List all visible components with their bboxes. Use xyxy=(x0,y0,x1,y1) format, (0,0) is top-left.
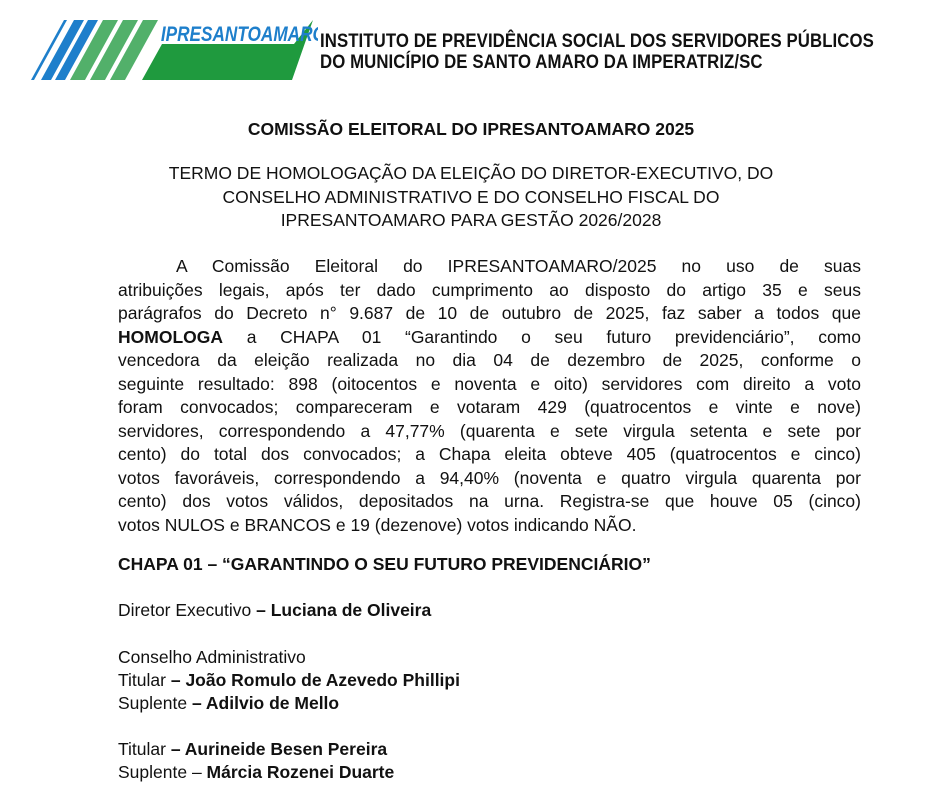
role-dash: – xyxy=(170,739,185,759)
role-label: Suplente – xyxy=(118,762,207,782)
document-subtitle xyxy=(0,162,942,233)
role-label: Suplente xyxy=(118,693,192,713)
institute-logo xyxy=(28,16,318,82)
paragraph-line: cento) dos votos válidos, depositados na urna. Registra-se que houve 05 (cinco) xyxy=(118,491,861,511)
member-row xyxy=(118,692,339,715)
homologa-keyword: HOMOLOGA xyxy=(118,326,223,347)
organization-name xyxy=(320,31,874,73)
paragraph-line: HOMOLOGA a CHAPA 01 “Garantindo o seu futuro previdenciário”, como xyxy=(118,326,861,347)
subtitle-line: TERMO DE HOMOLOGAÇÃO DA ELEIÇÃO DO DIRETOR-EXECUTIVO, DO xyxy=(168,163,774,183)
logo-stripes-icon xyxy=(28,16,318,82)
role-label: Titular xyxy=(118,739,171,759)
paragraph-line: foram convocados; compareceram e votaram 429 (quatrocentos e vinte e nove) xyxy=(118,397,861,417)
role-dash: – xyxy=(256,600,271,620)
paragraph-line: votos favoráveis, correspondendo a 94,40% (noventa e quatro virgula quarenta por xyxy=(118,467,861,488)
chapa-heading: CHAPA 01 – “GARANTINDO O SEU FUTURO PREVIDENCIÁRIO” xyxy=(118,554,651,574)
role-dash: – xyxy=(170,670,186,690)
member-row xyxy=(118,761,394,784)
member-name: Aurineide Besen Pereira xyxy=(184,739,388,759)
member-name: João Romulo de Azevedo Phillipi xyxy=(185,670,460,690)
role-label: Diretor Executivo xyxy=(118,600,257,620)
diretor-executivo-row xyxy=(118,599,431,622)
member-name: Luciana de Oliveira xyxy=(270,600,432,620)
paragraph-line: votos NULOS e BRANCOS e 19 (dezenove) votos indicando NÃO. xyxy=(118,514,637,535)
paragraph-line: atribuições legais, após ter dado cumprimento ao disposto do artigo 35 e seus xyxy=(118,279,861,300)
role-label: Titular xyxy=(118,670,171,690)
paragraph-line: cento) do total dos convocados; a Chapa eleita obteve 405 (quatrocentos e cinco) xyxy=(118,444,861,464)
org-line-2: DO MUNICÍPIO DE SANTO AMARO DA IMPERATRIZ/SC xyxy=(320,51,763,73)
org-line-1: INSTITUTO DE PREVIDÊNCIA SOCIAL DOS SERVIDORES PÚBLICOS xyxy=(320,30,874,52)
member-name: Adilvio de Mello xyxy=(205,693,340,713)
member-row xyxy=(118,669,460,692)
svg-text:IPRESANTOAMARO: IPRESANTOAMARO xyxy=(160,23,318,47)
member-name: Márcia Rozenei Duarte xyxy=(206,762,395,782)
paragraph-line: parágrafos do Decreto n° 9.687 de 10 de outubro de 2025, faz saber a todos que xyxy=(118,303,861,323)
paragraph-line: servidores, correspondendo a 47,77% (quarenta e sete virgula setenta e sete por xyxy=(118,420,861,441)
homologation-paragraph xyxy=(118,255,861,537)
subtitle-line: CONSELHO ADMINISTRATIVO E DO CONSELHO FISCAL DO xyxy=(222,186,720,207)
member-row xyxy=(118,738,387,761)
document-title: COMISSÃO ELEITORAL DO IPRESANTOAMARO 2025 xyxy=(247,119,695,139)
paragraph-line: A Comissão Eleitoral do IPRESANTOAMARO/2025 no uso de suas xyxy=(176,256,861,276)
paragraph-line: vencedora da eleição realizada no dia 04 de dezembro de 2025, conforme o xyxy=(118,350,861,370)
subtitle-line: IPRESANTOAMARO PARA GESTÃO 2026/2028 xyxy=(280,210,662,230)
paragraph-line: seguinte resultado: 898 (oitocentos e noventa e oito) servidores com direito a voto xyxy=(118,373,861,394)
role-dash: – xyxy=(191,693,206,713)
conselho-administrativo-heading: Conselho Administrativo xyxy=(118,647,306,667)
